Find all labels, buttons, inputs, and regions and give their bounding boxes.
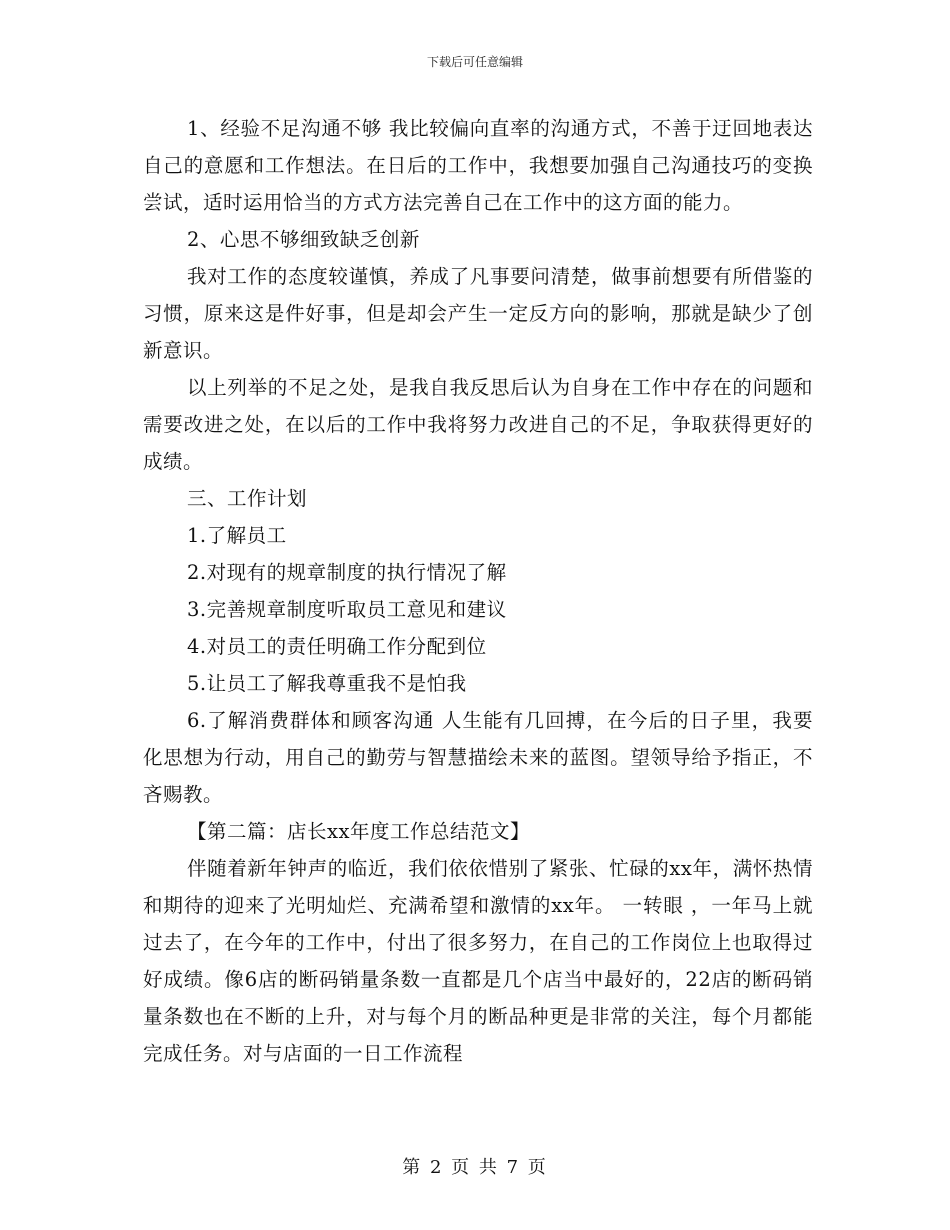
paragraph-1: 1、经验不足沟通不够 我比较偏向直率的沟通方式，不善于迂回地表达自己的意愿和工作想法。在日后的工作中，我想要加强自己沟通技巧的变换尝试，适时运用恰当的方式方法完善自己在工作中的这方面的能力。 — [143, 117, 813, 214]
header-note: 下载后可任意编辑 — [426, 55, 523, 69]
page-footer: 第 2 页 共 7 页 — [402, 1157, 548, 1178]
plan-item-6: 6.了解消费群体和顾客沟通 人生能有几回搏，在今后的日子里，我要化思想为行动，用自己的勤劳与智慧描绘未来的蓝图。望领导给予指正，不吝赐教。 — [143, 709, 813, 806]
plan-item-2: 2.对现有的规章制度的执行情况了解 — [187, 561, 507, 584]
paragraph-second-article: 伴随着新年钟声的临近，我们依依惜别了紧张、忙碌的xx年，满怀热情和期待的迎来了光明灿烂、充满希望和激情的xx年。 一转眼 ，一年马上就过去了，在今年的工作中，付出了很多努力，在自己的工作岗位上也取得过好成绩。像6店的断码销量条数一直都是几个店当中最好的，22店的断码销量条数也在不断的上升，对与每个月的断品种更是非常的关注，每个月都能完成任务。对与店面的一日工作流程 — [143, 857, 813, 1065]
section-heading-work-plan: 三、工作计划 — [187, 487, 308, 510]
article-title-second: 【第二篇：店长xx年度工作总结范文】 — [187, 820, 530, 843]
paragraph-3: 我对工作的态度较谨慎，养成了凡事要问清楚，做事前想要有所借鉴的习惯，原来这是件好事，但是却会产生一定反方向的影响，那就是缺少了创新意识。 — [143, 265, 813, 362]
paragraph-2: 2、心思不够细致缺乏创新 — [187, 228, 420, 251]
plan-item-4: 4.对员工的责任明确工作分配到位 — [187, 635, 487, 658]
paragraph-4: 以上列举的不足之处，是我自我反思后认为自身在工作中存在的问题和需要改进之处，在以后的工作中我将努力改进自己的不足，争取获得更好的成绩。 — [143, 376, 813, 473]
plan-item-1: 1.了解员工 — [187, 524, 287, 547]
plan-item-3: 3.完善规章制度听取员工意见和建议 — [187, 598, 507, 621]
plan-item-5: 5.让员工了解我尊重我不是怕我 — [187, 672, 467, 695]
document-body — [143, 110, 813, 1072]
